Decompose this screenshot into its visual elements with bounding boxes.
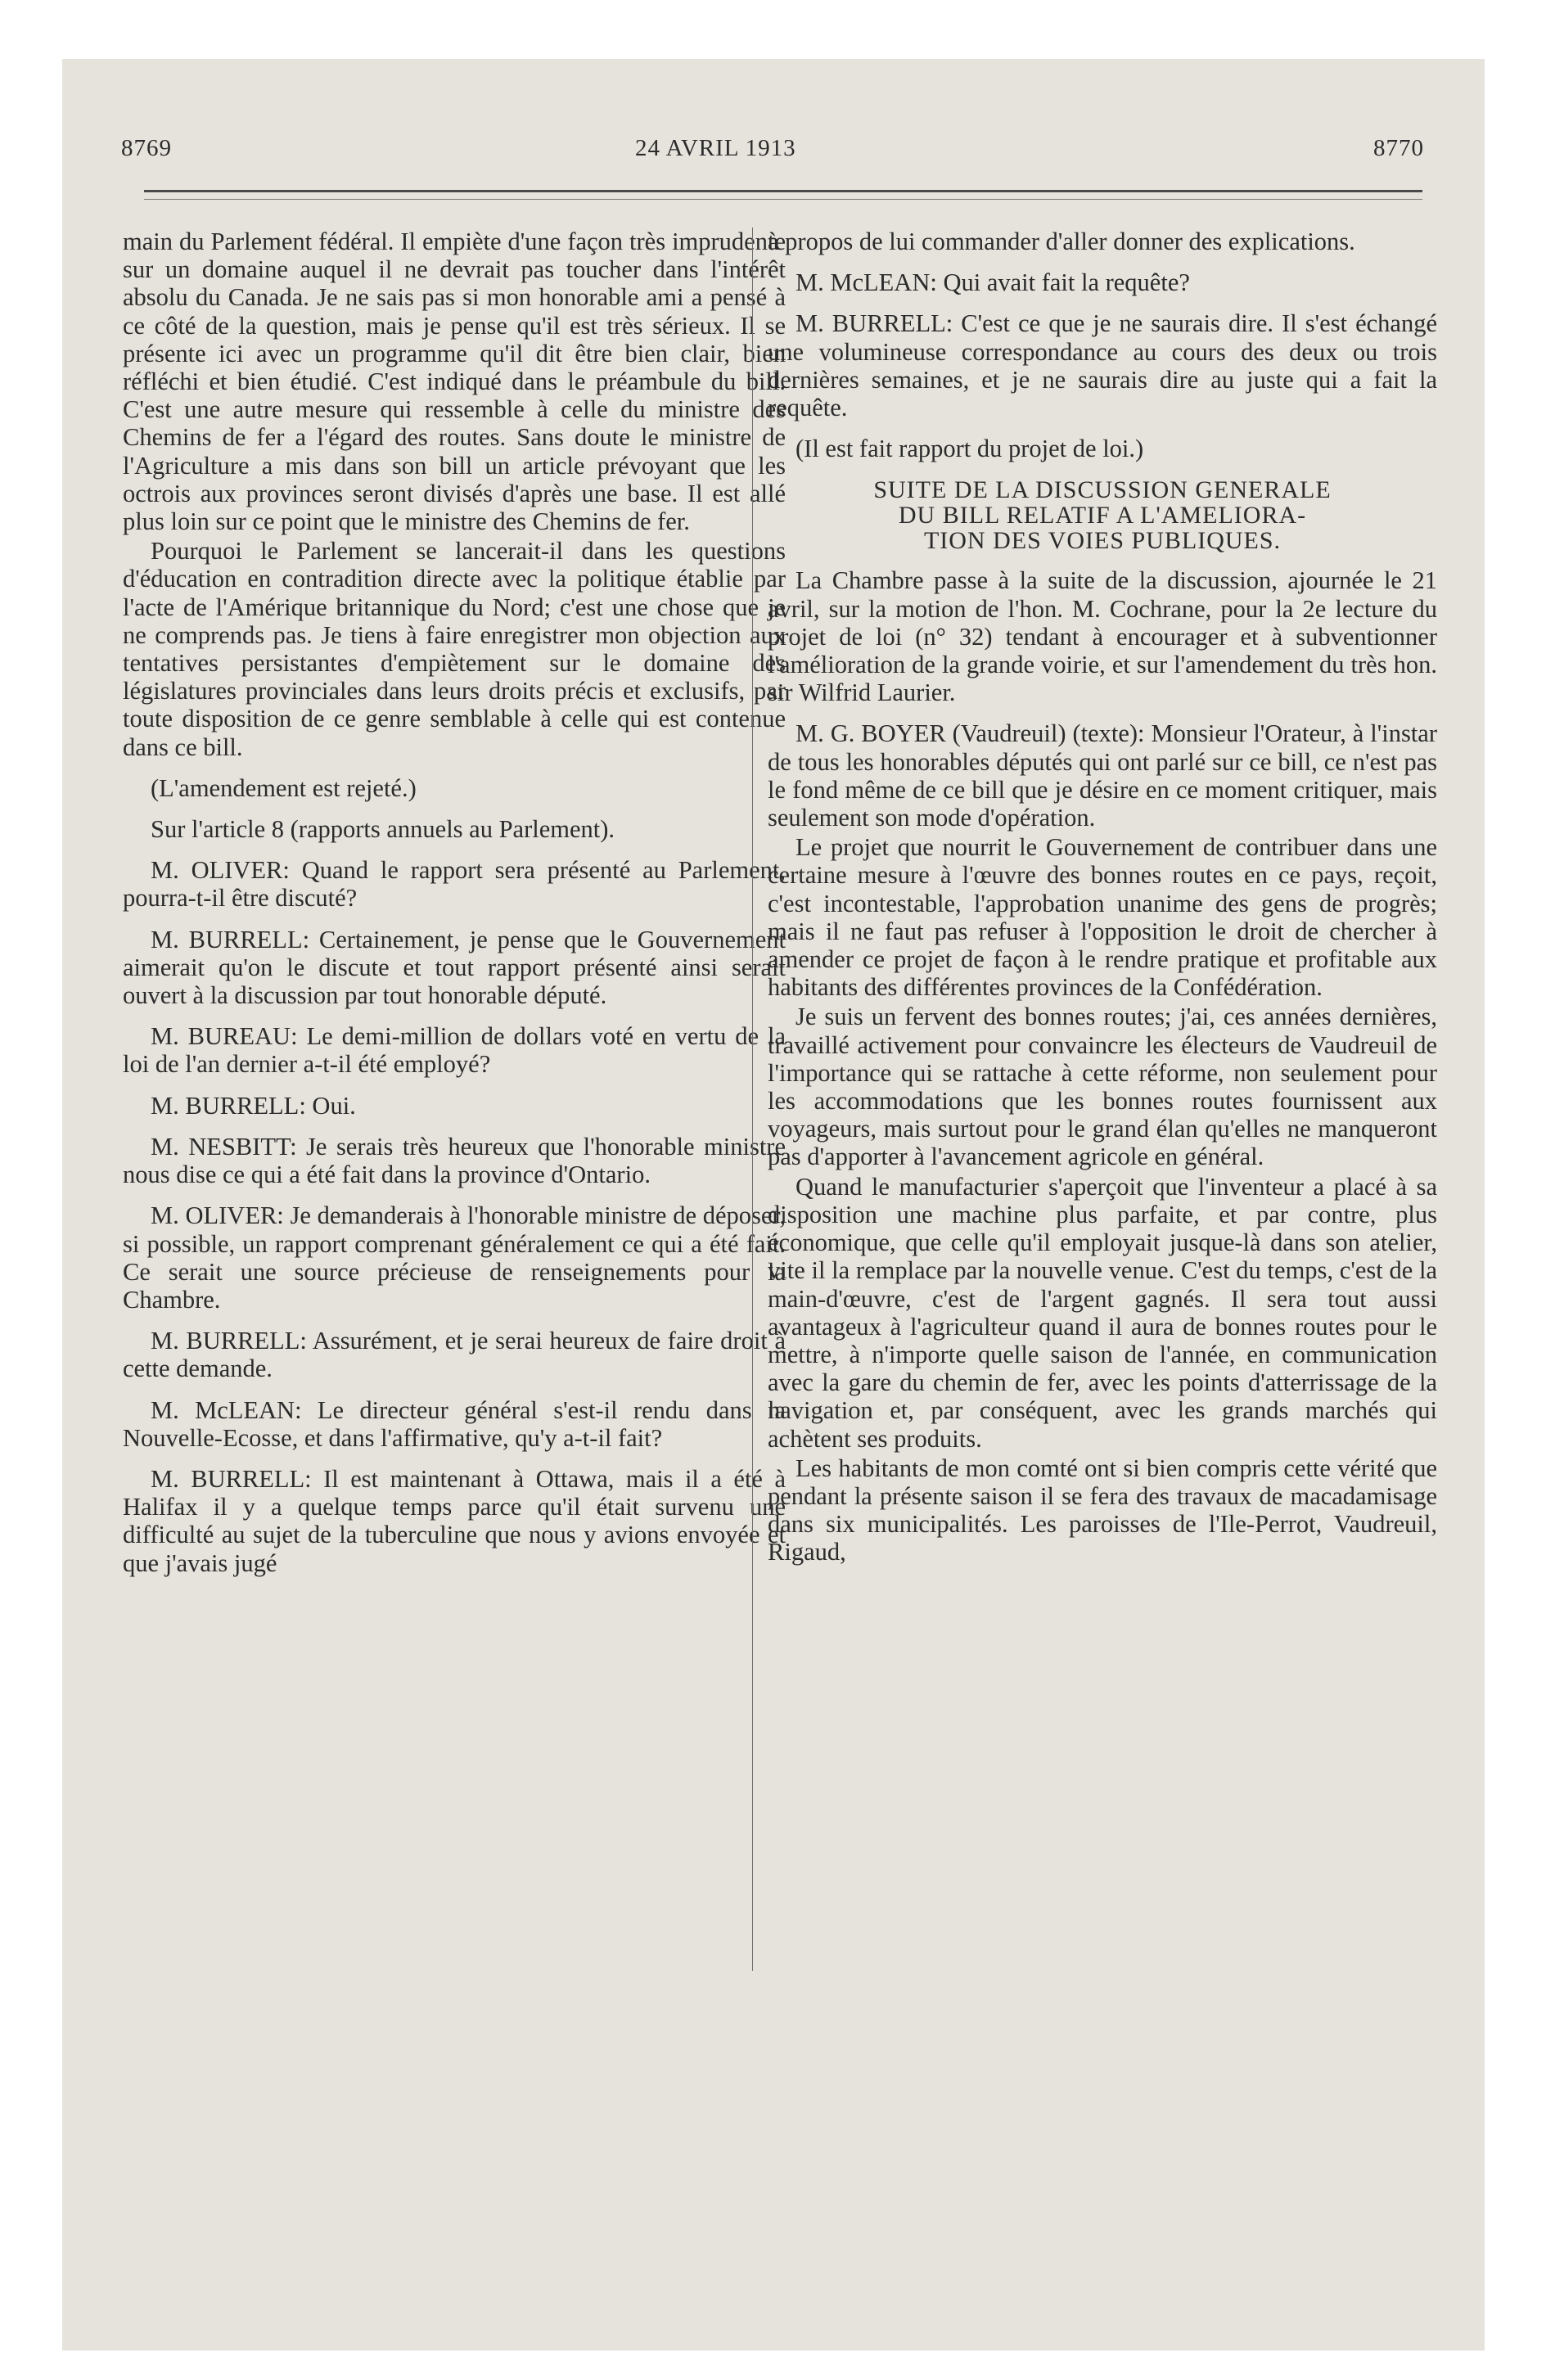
paragraph: Les habitants de mon comté ont si bien compris cette vérité que pendant la présente saison il se fera des travaux de macadamisage dans six municipalités. Les paroisses de l'Ile-Perrot, Vaudreuil, Rigaud, [768, 1454, 1437, 1566]
paragraph: main du Parlement fédéral. Il empiète d'une façon très imprudente sur un domaine auquel il ne devrait pas toucher dans l'intérêt absolu du Canada. Je ne sais pas si mon honorable ami a pensé à ce côté de la question, mais je pense qu'il est très sérieux. Il se présente ici avec un programme qu'il dit être bien clair, bien réfléchi et bien étudié. C'est indiqué dans le préambule du bill. C'est une autre mesure qui ressemble à celle du ministre des Chemins de fer a l'égard des routes. Sans doute le ministre de l'Agriculture a mis dans son bill un article prévoyant que les octrois aux provinces seront divisés d'après une base. Il est allé plus loin sur ce point que le ministre des Chemins de fer. [123, 228, 786, 536]
paragraph: (L'amendement est rejeté.) [151, 773, 417, 802]
paragraph: M. BURRELL: Certainement, je pense que le Gouvernement aimerait qu'on le discute et tout rapport présenté ainsi serait ouvert à la discussion par tout honorable député. [123, 925, 786, 1010]
column-divider [752, 228, 753, 1971]
paragraph: M. OLIVER: Quand le rapport sera présenté au Parlement, pourra-t-il être discuté? [123, 856, 786, 913]
page-number-left: 8769 [121, 135, 172, 161]
left-column [123, 228, 786, 1577]
paragraph: M. McLEAN: Le directeur général s'est-il rendu dans la Nouvelle-Ecosse, et dans l'affirmative, qu'y a-t-il fait? [123, 1395, 786, 1452]
paragraph: M. OLIVER: Je demanderais à l'honorable ministre de déposer, si possible, un rapport comprenant généralement ce qui a été fait. Ce serait une source précieuse de renseignements pour la Chambre. [123, 1201, 786, 1314]
page-number-right: 8770 [1373, 135, 1424, 161]
section-heading-line: SUITE DE LA DISCUSSION GENERALE [873, 476, 1332, 504]
header-rule-thin [144, 199, 1422, 200]
section-heading [768, 477, 1437, 553]
header-rule [144, 190, 1422, 192]
paragraph: Sur l'article 8 (rapports annuels au Parlement). [151, 815, 615, 844]
paragraph: (Il est fait rapport du projet de loi.) [796, 435, 1144, 463]
paragraph: M. BUREAU: Le demi-million de dollars voté en vertu de la loi de l'an dernier a-t-il été employé? [123, 1022, 786, 1079]
right-column [768, 228, 1437, 1566]
page-header [62, 135, 1485, 168]
paragraph: M. BURRELL: Assurément, et je serai heureux de faire droit à cette demande. [123, 1327, 786, 1383]
section-heading-line: DU BILL RELATIF A L'AMELIORA- [898, 502, 1307, 530]
paragraph: Pourquoi le Parlement se lancerait-il dans les questions d'éducation en contradition directe avec la politique établie par l'acte de l'Amérique britannique du Nord; c'est une chose que je ne comprends pas. Je tiens à faire enregistrer mon objection aux tentatives persistantes d'empiètement sur le domaine des législatures provinciales dans leurs droits précis et exclusifs, par toute disposition de ce genre semblable à celle qui est contenue dans ce bill. [123, 537, 786, 761]
paragraph: La Chambre passe à la suite de la discussion, ajournée le 21 avril, sur la motion de l'hon. M. Cochrane, pour la 2e lecture du projet de loi (n° 32) tendant à encourager et à subventionner l'amélioration de la grande voirie, et sur l'amendement du très hon. sir Wilfrid Laurier. [768, 566, 1437, 707]
paragraph: Quand le manufacturier s'aperçoit que l'inventeur a placé à sa disposition une machine plus parfaite, et par contre, plus économique, que celle qu'il employait jusque-là dans son atelier, vite il la remplace par la nouvelle venue. C'est du temps, c'est de la main-d'œuvre, c'est de l'argent gagnés. Il sera tout aussi avantageux à l'agriculteur quand il aura de bonnes routes pour le mettre, à n'importe quelle saison de l'année, en communication avec la gare du chemin de fer, avec les points d'atterrissage de la navigation et, par conséquent, avec les grands marchés qui achètent ses produits. [768, 1172, 1437, 1453]
paragraph: Le projet que nourrit le Gouvernement de contribuer dans une certaine mesure à l'œuvre des bonnes routes en ce pays, reçoit, c'est incontestable, l'approbation unanime des gens de progrès; mais il ne faut pas refuser à l'opposition le droit de chercher à amender ce projet de façon à le rendre pratique et profitable aux habitants des différentes provinces de la Confédération. [768, 833, 1437, 1002]
paragraph: à propos de lui commander d'aller donner des explications. [768, 228, 1355, 255]
paragraph: M. BURRELL: Oui. [151, 1091, 356, 1120]
paragraph: M. G. BOYER (Vaudreuil) (texte): Monsieur l'Orateur, à l'instar de tous les honorables députés qui ont parlé sur ce bill, ce n'est pas le fond même de ce bill que je désire en ce moment critiquer, mais seulement son mode d'opération. [768, 719, 1437, 832]
paragraph: M. McLEAN: Qui avait fait la requête? [796, 268, 1190, 297]
section-heading-line: TION DES VOIES PUBLIQUES. [923, 527, 1282, 555]
header-date: 24 AVRIL 1913 [635, 135, 796, 161]
hansard-page [62, 59, 1485, 2351]
paragraph: M. BURRELL: C'est ce que je ne saurais dire. Il s'est échangé une volumineuse correspondance au cours des deux ou trois dernières semaines, et je ne saurais dire au juste qui a fait la requête. [768, 309, 1437, 422]
paragraph: Je suis un fervent des bonnes routes; j'ai, ces années dernières, travaillé activement pour convaincre les électeurs de Vaudreuil de l'importance qui se rattache à cette réforme, non seulement pour les accommodations que les bonnes routes fournissent aux voyageurs, mais surtout pour le grand élan qu'elles ne manqueront pas d'apporter à l'avancement agricole en général. [768, 1003, 1437, 1171]
paragraph: M. NESBITT: Je serais très heureux que l'honorable ministre nous dise ce qui a été fait dans la province d'Ontario. [123, 1132, 786, 1189]
paragraph: M. BURRELL: Il est maintenant à Ottawa, mais il a été à Halifax il y a quelque temps parce qu'il était survenu une difficulté au sujet de la tuberculine que nous y avions envoyée et que j'avais jugé [123, 1464, 786, 1577]
